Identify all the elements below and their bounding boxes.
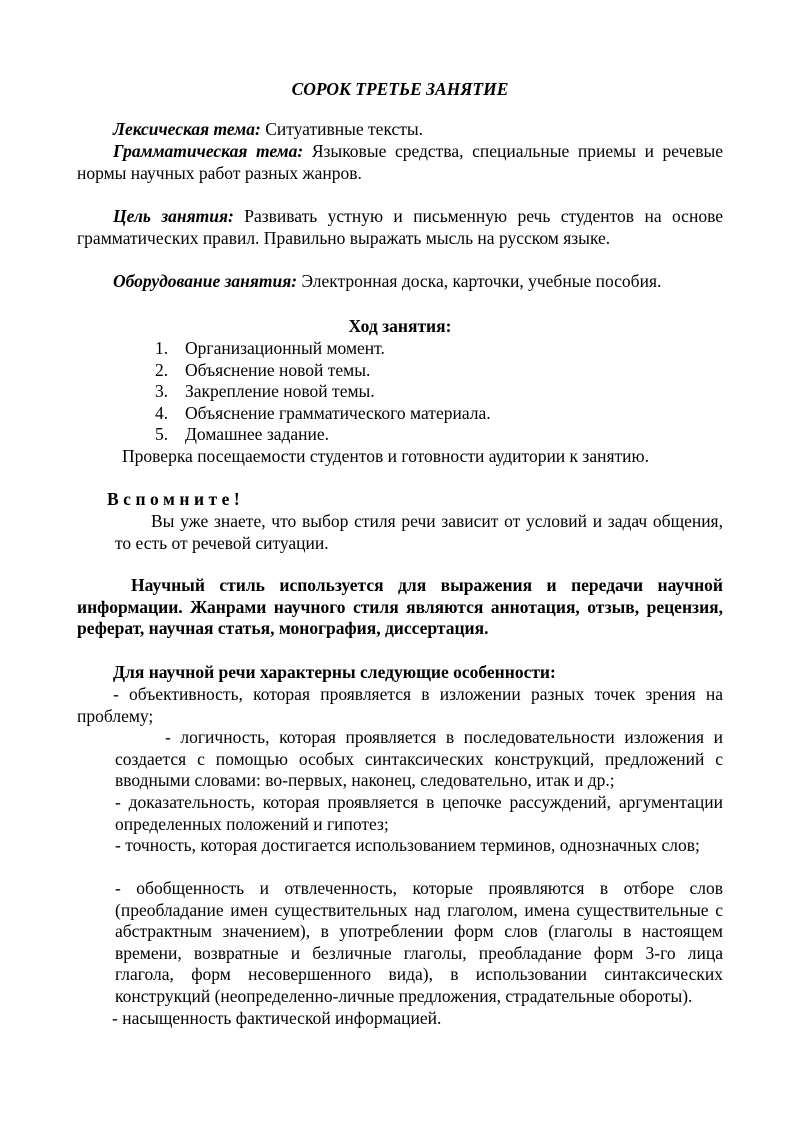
feature-objectivity: - объективность, которая проявляется в изложении разных точек зрения на проблему; [77, 684, 723, 726]
lesson-equipment-text: Электронная доска, карточки, учебные пособия. [297, 271, 662, 291]
course-heading: Ход занятия: [348, 316, 452, 336]
lesson-equipment [77, 271, 723, 293]
remember-heading: Вспомните! [107, 489, 245, 509]
course-steps-list [155, 338, 723, 446]
lesson-goal-label: Цель занятия: [113, 206, 234, 226]
grammar-topic-label: Грамматическая тема: [113, 141, 304, 161]
list-item: 2. Объяснение новой темы. [155, 359, 371, 380]
lesson-goal-text: Развивать устную и письменную речь студентов на основе грамматических правил. Правильно выражать мысль на русском языке. [77, 206, 723, 248]
lexical-topic [77, 119, 723, 141]
list-item: 1. Организационный момент. [155, 338, 385, 358]
lesson-equipment-label: Оборудование занятия: [113, 271, 298, 291]
feature-generalization: - обобщенность и отвлеченность, которые проявляются в отборе слов (преобладание имен существительных над глаголом, имена существительные с абстрактным значением), в употреблении форм слов (глаголы в настоящем времени, возвратные и безличные глаголы, преобладание форм 3-го лица глагола, форм несовершенного вида), в использовании синтаксических конструкций (неопределенно-личные предложения, страдательные обороты). [115, 878, 723, 1006]
document-page [77, 0, 723, 1131]
scientific-style-text: Научный стиль используется для выражения и передачи научной информации. Жанрами научного стиля являются аннотация, отзыв, рецензия, реферат, научная статья, монография, диссертация. [77, 575, 723, 638]
feature-logic: - логичность, которая проявляется в последовательности изложения и создается с помощью особых синтаксических конструкций, предложений с вводными словами: во-первых, наконец, следовательно, итак и др.; [115, 727, 723, 790]
lesson-goal [77, 206, 723, 249]
feature-precision: - точность, которая достигается использованием терминов, однозначных слов; [115, 835, 700, 855]
remember-text: Вы уже знаете, что выбор стиля речи зависит от условий и задач общения, то есть от речевой ситуации. [115, 511, 723, 553]
feature-informativeness: - насыщенность фактической информацией. [112, 1008, 442, 1028]
list-item: 4. Объяснение грамматического материала. [155, 402, 491, 423]
grammar-topic-text: Языковые средства, специальные приемы и речевые нормы научных работ разных жанров. [77, 141, 723, 183]
features-heading: Для научной речи характерны следующие особенности: [113, 662, 556, 682]
grammar-topic [77, 141, 723, 184]
list-item: 5. Домашнее задание. [155, 424, 330, 444]
feature-evidence: - доказательность, которая проявляется в цепочке рассуждений, аргументации определенных положений и гипотез; [115, 792, 723, 834]
lexical-topic-label: Лексическая тема: [113, 119, 261, 139]
lesson-title: СОРОК ТРЕТЬЕ ЗАНЯТИЕ [291, 79, 509, 99]
lexical-topic-text: Ситуативные тексты. [260, 119, 424, 139]
list-item: 3. Закрепление новой темы. [155, 381, 375, 401]
attendance-check: Проверка посещаемости студентов и готовности аудитории к занятию. [122, 446, 649, 466]
